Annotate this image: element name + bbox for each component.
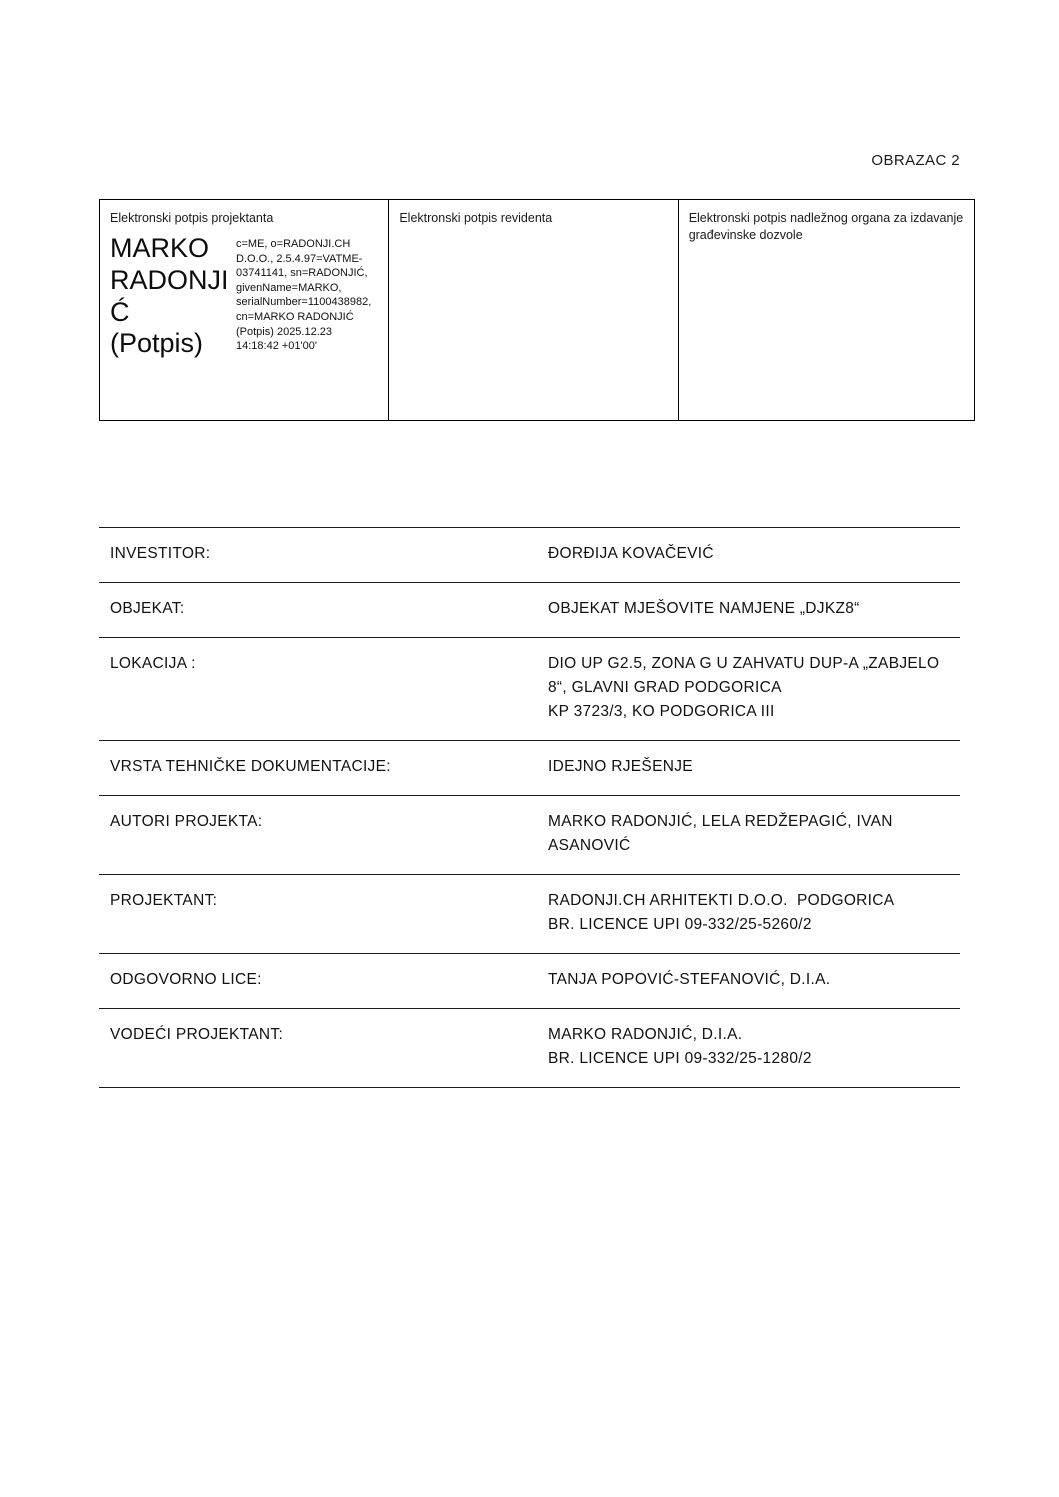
signature-signer-name: MARKO RADONJIĆ (Potpis) [110,232,229,359]
info-row-value-line: RADONJI.CH ARHITEKTI D.O.O. PODGORICA [548,892,895,910]
info-row-label: OBJEKAT: [99,583,546,638]
table-row [99,875,960,954]
signature-cell-authority [679,200,974,420]
table-row [99,796,960,875]
info-row-label: LOKACIJA : [99,638,546,741]
info-row-value-line: IDEJNO RJEŠENJE [548,758,693,776]
project-info-body [99,528,960,1088]
info-row-label: INVESTITOR: [99,528,546,583]
table-row [99,528,960,583]
info-row-value [546,796,960,875]
form-code-label: OBRAZAC 2 [871,152,960,169]
info-row-label: ODGOVORNO LICE: [99,954,546,1009]
info-row-value-line: 8“, GLAVNI GRAD PODGORICA [548,679,782,697]
signature-caption-reviewer: Elektronski potpis revidenta [399,211,553,225]
table-row [99,1009,960,1088]
signature-stamp-designer [110,233,378,360]
signature-caption-authority: Elektronski potpis nadležnog organa za izdavanje građevinske dozvole [688,211,964,242]
table-row [99,638,960,741]
info-row-value [546,528,960,583]
info-row-value [546,875,960,954]
info-row-value-line: BR. LICENCE UPI 09-332/25-1280/2 [548,1050,812,1068]
info-row-value-line: DIO UP G2.5, ZONA G U ZAHVATU DUP-A „ZABJELO [548,655,940,673]
info-row-value-line: MARKO RADONJIĆ, LELA REDŽEPAGIĆ, IVAN [548,813,893,831]
project-info-table [99,527,960,1088]
info-row-label: PROJEKTANT: [99,875,546,954]
info-row-label: VODEĆI PROJEKTANT: [99,1009,546,1088]
table-row [99,583,960,638]
table-row [99,954,960,1009]
info-row-value-line: MARKO RADONJIĆ, D.I.A. [548,1026,743,1044]
info-row-value-line: KP 3723/3, KO PODGORICA III [548,703,775,721]
info-row-value-line: ĐORĐIJA KOVAČEVIĆ [548,545,714,562]
signature-caption-designer: Elektronski potpis projektanta [110,211,274,225]
info-row-value-line: ASANOVIĆ [548,837,631,855]
info-row-value [546,1009,960,1088]
signature-certificate-details: c=ME, o=RADONJI.CH D.O.O., 2.5.4.97=VATME-03741141, sn=RADONJIĆ, givenName=MARKO, serialNumber=1100438982, cn=MARKO RADONJIĆ (Potpis) 2025.12.23 14:18:42 +01'00' [236,237,372,353]
info-row-label: AUTORI PROJEKTA: [99,796,546,875]
signature-cell-designer [100,200,389,420]
info-row-value [546,583,960,638]
info-row-value [546,638,960,741]
signature-table [99,199,975,421]
signature-cell-reviewer [389,200,678,420]
info-row-value-line: OBJEKAT MJEŠOVITE NAMJENE „DJKZ8“ [548,600,860,618]
info-row-value-line: TANJA POPOVIĆ-STEFANOVIĆ, D.I.A. [548,971,831,989]
table-row [99,741,960,796]
info-row-value [546,741,960,796]
info-row-value-line: BR. LICENCE UPI 09-332/25-5260/2 [548,916,812,934]
info-row-value [546,954,960,1009]
info-row-label: VRSTA TEHNIČKE DOKUMENTACIJE: [99,741,546,796]
